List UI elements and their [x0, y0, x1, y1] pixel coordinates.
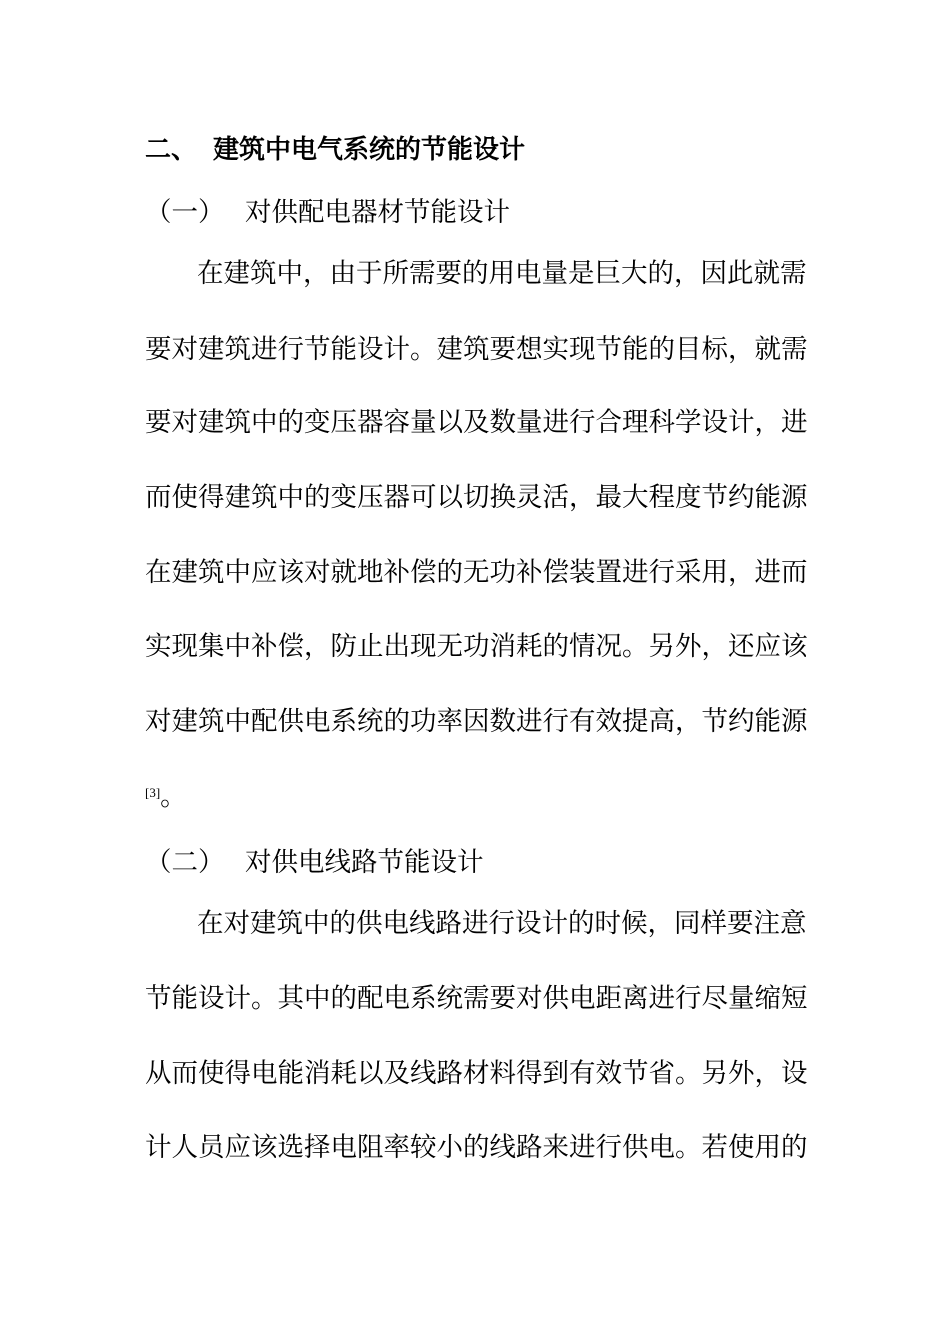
subsection-heading-1 — [145, 196, 510, 230]
section-heading-number: 二、 — [145, 135, 198, 165]
paragraph-2-line: 节能设计。其中的配电系统需要对供电距离进行尽量缩短 — [145, 983, 808, 1014]
subsection-2-number: （二） — [145, 847, 225, 878]
citation-reference: [3] — [145, 785, 161, 800]
end-punctuation: 。 — [160, 781, 187, 812]
section-heading-title: 建筑中电气系统的节能设计 — [213, 135, 526, 165]
paragraph-1-line: 而使得建筑中的变压器可以切换灵活，最大程度节约能源 — [145, 482, 808, 513]
paragraph-1-line: 在建筑中应该对就地补偿的无功补偿装置进行采用，进而 — [145, 557, 808, 588]
paragraph-1-line: 要对建筑中的变压器容量以及数量进行合理科学设计，进 — [145, 407, 808, 438]
subsection-1-title: 对供配电器材节能设计 — [245, 197, 510, 228]
subsection-heading-2 — [145, 846, 484, 880]
subsection-2-title: 对供电线路节能设计 — [245, 847, 484, 878]
subsection-1-number: （一） — [145, 197, 225, 228]
paragraph-1-line: 实现集中补偿，防止出现无功消耗的情况。另外，还应该 — [145, 631, 808, 662]
paragraph-2-line: 从而使得电能消耗以及线路材料得到有效节省。另外，设 — [145, 1058, 808, 1089]
paragraph-2-line: 计人员应该选择电阻率较小的线路来进行供电。若使用的 — [145, 1132, 808, 1163]
paragraph-1-line: 要对建筑进行节能设计。建筑要想实现节能的目标，就需 — [145, 334, 808, 365]
paragraph-1-last-line — [145, 780, 187, 814]
paragraph-1-line: 在建筑中，由于所需要的用电量是巨大的，因此就需 — [197, 258, 807, 289]
paragraph-2-line: 在对建筑中的供电线路进行设计的时候，同样要注意 — [197, 908, 807, 939]
paragraph-1-line: 对建筑中配供电系统的功率因数进行有效提高，节约能源 — [145, 706, 808, 737]
section-heading — [145, 133, 525, 167]
